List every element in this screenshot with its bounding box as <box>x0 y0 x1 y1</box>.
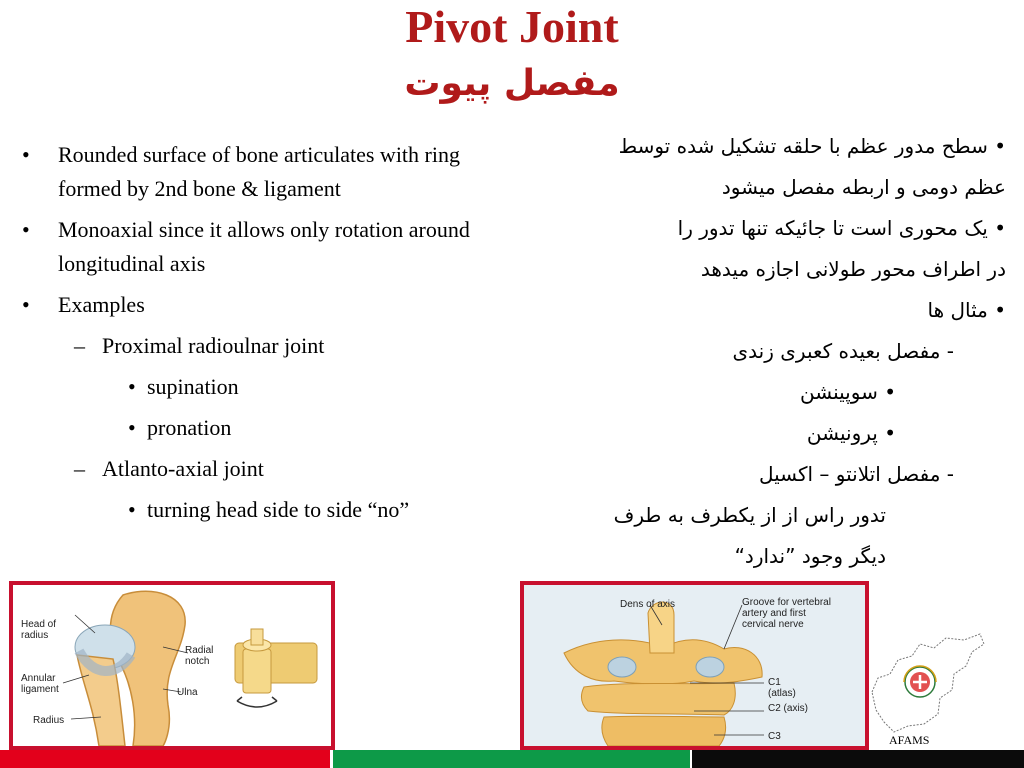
label-radial-notch: Radial notch <box>185 645 214 667</box>
bullet-marker: • <box>128 374 136 399</box>
bullet-marker: • <box>22 292 30 317</box>
bullet-marker: • <box>128 415 136 440</box>
footer-bar-green <box>333 750 690 768</box>
atlanto-axial-figure <box>520 581 869 750</box>
footer-bar-black <box>692 750 1024 768</box>
label-head-of-radius: Head of radius <box>21 619 57 641</box>
bullet-marker: • <box>22 217 30 242</box>
bullet-3-text: Examples <box>58 292 145 317</box>
fa-line-1: • سطح مدور عظم با حلقه تشکیل شده توسط <box>618 134 1006 158</box>
bullet-1 <box>16 138 516 206</box>
dash-marker: – <box>74 333 85 358</box>
title-english: Pivot Joint <box>405 1 619 52</box>
persian-text-column <box>506 126 1006 577</box>
dash-marker: – <box>74 456 85 481</box>
label-radius: Radius <box>33 715 65 726</box>
sub-sub-item-1b-text: pronation <box>147 415 232 440</box>
fa-line-8: • پرونیشن <box>806 421 896 445</box>
fa-line-5: • مثال ها <box>927 298 1006 322</box>
bullet-marker: • <box>22 142 30 167</box>
fa-line-2: عظم دومی و اربطه مفصل میشود <box>721 175 1006 199</box>
sub-sub-item-1a <box>16 370 516 404</box>
bullet-marker: • <box>128 497 136 522</box>
sub-sub-item-2a-text: turning head side to side “no” <box>147 497 410 522</box>
fa-line-10: تدور راس از از یکطرف به طرف <box>613 503 886 527</box>
sub-item-1-text: Proximal radioulnar joint <box>102 333 325 358</box>
bullet-1-text: Rounded surface of bone articulates with ring formed by 2nd bone & ligament <box>58 142 460 201</box>
sub-item-2 <box>16 452 516 486</box>
english-bullet-list <box>16 138 516 527</box>
footer-bar-red <box>0 750 330 768</box>
fa-line-11: دیگر وجود ”ندارد“ <box>734 544 886 568</box>
label-c2: C2 (axis) <box>768 703 809 714</box>
bullet-2-text: Monoaxial since it allows only rotation around longitudinal axis <box>58 217 470 276</box>
sub-sub-item-1b <box>16 411 516 445</box>
afams-label: AFAMS <box>889 733 930 747</box>
label-dens-of-axis: Dens of axis <box>620 599 676 610</box>
radioulnar-joint-figure <box>9 581 335 750</box>
fa-line-6: - مفصل بعیده کعبری زندی <box>732 339 954 363</box>
fa-line-7: • سوپینشن <box>800 380 896 404</box>
sub-sub-item-1a-text: supination <box>147 374 239 399</box>
title-persian: مفصل پیوت <box>404 63 620 104</box>
sub-item-2-text: Atlanto-axial joint <box>102 456 264 481</box>
label-groove: Groove for vertebral artery and first cervical nerve <box>742 597 831 630</box>
label-c3: C3 <box>768 731 781 742</box>
sub-sub-item-2a <box>16 493 516 527</box>
afghanistan-map-logo <box>868 630 988 738</box>
bullet-2 <box>16 213 516 281</box>
fa-line-4: در اطراف محور طولانی اجازه میدهد <box>700 257 1006 281</box>
fa-line-3: • یک محوری است تا جائیکه تنها تدور را <box>677 216 1006 240</box>
sub-item-1 <box>16 329 516 363</box>
fa-line-9: - مفصل اتلانتو – اکسیل <box>758 462 954 486</box>
label-ulna: Ulna <box>177 687 198 698</box>
label-c1: C1 (atlas) <box>768 677 796 699</box>
label-annular-ligament: Annular ligament <box>21 673 59 695</box>
bullet-3 <box>16 288 516 322</box>
